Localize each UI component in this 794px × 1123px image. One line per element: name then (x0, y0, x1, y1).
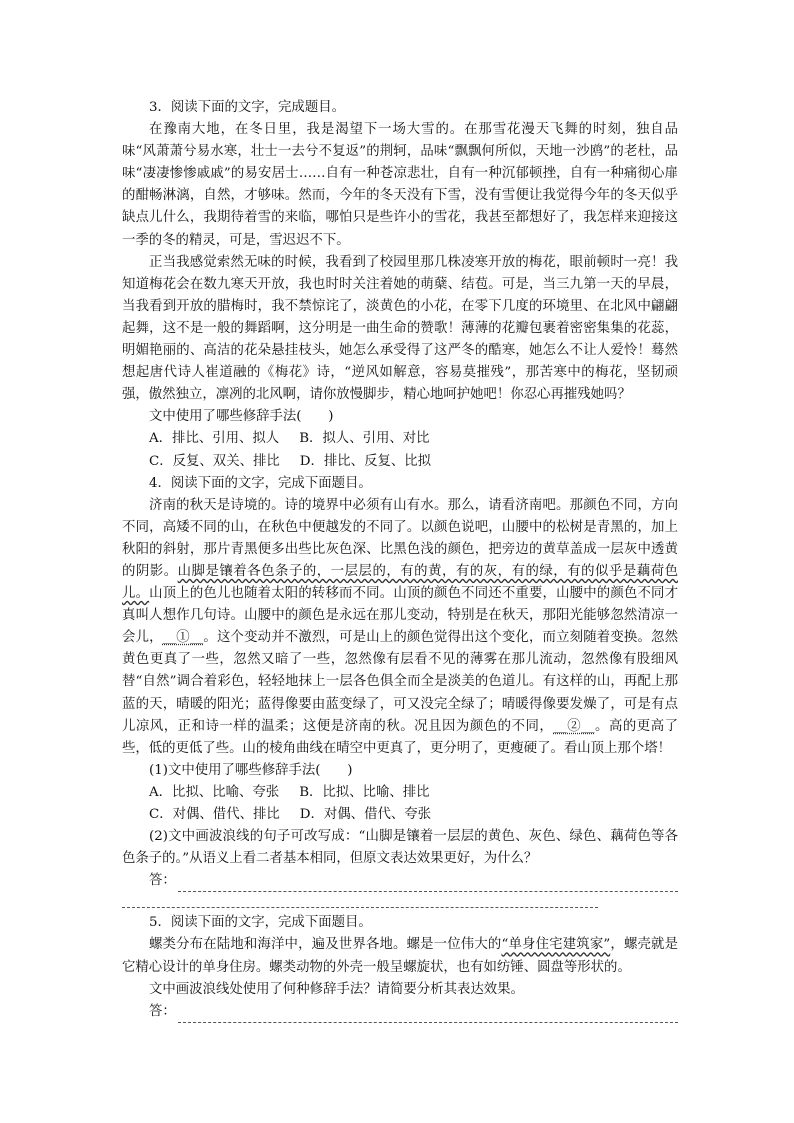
q4-option-d[interactable]: D．对偶、借代、夸张 (299, 807, 432, 822)
q5-passage-part-b: ，螺壳就是它精心设计的单身住房。螺类动物的外壳一般呈螺旋状，也有如纺锤、圆盘等形状的。 (122, 937, 678, 975)
q4-option-c[interactable]: C．对偶、借代、排比 (149, 807, 280, 822)
q5-wavy-phrase: “单身住宅建筑家” (501, 937, 611, 953)
q3-option-b[interactable]: B．拟人、引用、对比 (299, 431, 430, 447)
q3-option-c[interactable]: C．反复、双关、排比 (149, 453, 280, 469)
q4-blank-1: __①__ (162, 630, 204, 646)
q4-options-row-1 (122, 782, 678, 804)
q5-answer-line[interactable] (178, 1008, 678, 1023)
q5-answer-field[interactable] (122, 1001, 678, 1023)
q4-option-a[interactable]: A．比拟、比喻、夸张 (149, 784, 280, 800)
q3-question: 文中使用了哪些修辞手法( ) (149, 409, 334, 425)
q4-passage-part-c: 。这个变动并不激烈，可是山上的颜色觉得出这个变化，而立刻随着变换。忽然黄色更真了一些，忽然又暗了一些，忽然像有层看不见的薄雾在那儿流动，忽然像有股细风替“自然”调合着彩色，轻轻地抹上一层各色俱全而全是淡美的色道儿。有这样的山，再配上那蓝的天，晴暖的阳光；蓝得像要由蓝变绿了，可又没完全绿了；晴暖得像要发燥了，可是有点儿凉风，正和诗一样的温柔；这便是济南的秋。况且因为颜色的不同， (122, 630, 679, 734)
q3-paragraph-1: 在豫南大地，在冬日里，我是渴望下一场大雪的。在那雪花漫天飞舞的时刻，独自品味“风萧萧兮易水寒，壮士一去兮不复返”的荆轲，品味“飘飘何所似，天地一沙鸥”的老杜，品味“凄凄惨惨戚戚”的易安居士……自有一种苍凉悲壮，自有一种沉郁顿挫，自有一种痛彻心扉的酣畅淋漓，自然，才够味。然而，今年的冬天没有下雪，没有雪便让我觉得今年的冬天似乎缺点儿什么，我期待着雪的来临，哪怕只是些许小的雪花，我甚至都想好了，我怎样来迎接这一季的冬的精灵，可是，雪迟迟不下。 (122, 122, 678, 248)
q4-wavy-sentence: 山脚是镶着各色条子的，一层层的，有的黄，有的灰，有的绿，有的似乎是藕荷色儿。 (122, 563, 679, 602)
q4-sub-question-1: (1)文中使用了哪些修辞手法( ) (149, 762, 353, 778)
q5-heading: 5．阅读下面的文字，完成下面题目。 (149, 915, 372, 931)
q3-option-d[interactable]: D．排比、反复、比拟 (299, 453, 432, 469)
q5-passage (122, 934, 678, 978)
q4-passage-part-b: 山顶上的色儿也随着太阳的转移而不同。山顶的颜色不同还不重要，山腰中的颜色不同才真叫人想作几句诗。山腰中的颜色是永远在那儿变动，特别是在秋天，那阳光能够忽然清凉一会儿， (122, 586, 679, 646)
q5-passage-part-a: 螺类分布在陆地和海洋中，遍及世界各地。螺是一位伟大的 (149, 937, 502, 953)
q4-answer-line[interactable] (178, 877, 678, 892)
q4-sub-question-2: (2)文中画波浪线的句子可改写成：“山脚是镶着一层层的黄色、灰色、绿色、藕荷色等各色条子的。”从语义上看二者基本相同，但原文表达效果更好，为什么？ (122, 829, 678, 867)
q4-options-row-2 (122, 804, 678, 826)
q4-passage-part-d: 。高的更高了些，低的更低了些。山的棱角曲线在晴空中更真了，更分明了，更瘦硬了。看山顶上那个塔！ (122, 718, 679, 756)
q4-answer-label: 答： (149, 873, 176, 889)
q3-heading: 3．阅读下面的文字，完成题目。 (149, 100, 345, 115)
q3-paragraph-2: 正当我感觉索然无味的时候，我看到了校园里那几株凌寒开放的梅花，眼前顿时一亮！我知道梅花会在数九寒天开放，我也时时关注着她的萌蘖、结苞。可是，当三九第一天的早晨，当我看到开放的腊梅时，我不禁惊诧了，淡黄色的小花，在零下几度的环境里、在北风中翩翩起舞，这不是一般的舞蹈啊，这分明是一曲生命的赞歌！薄薄的花瓣包裹着密密集集的花蕊，明媚艳丽的、高洁的花朵悬挂枝头，她怎么承受得了这严冬的酷寒，她怎么不让人爱怜！蓦然想起唐代诗人崔道融的《梅花》诗，“逆风如解意，容易莫摧残”，那苦寒中的梅花，坚韧顽强，傲然独立，凛冽的北风啊，请你放慢脚步，精心地呵护她吧！你忍心再摧残她吗？ (122, 254, 678, 403)
q4-option-b[interactable]: B．比拟、比喻、排比 (299, 784, 430, 800)
q5-answer-label: 答： (149, 1003, 176, 1019)
q4-heading: 4．阅读下面的文字，完成下面题目。 (149, 475, 372, 491)
q3-options-row-2 (122, 451, 678, 473)
q4-passage (122, 495, 678, 760)
worksheet-content (122, 97, 678, 1023)
q4-answer-line-2[interactable] (122, 894, 598, 908)
q3-option-a[interactable]: A．排比、引用、拟人 (149, 431, 280, 447)
q3-options-row-1 (122, 428, 678, 450)
q5-question: 文中画波浪线处使用了何种修辞手法？请简要分析其表达效果。 (149, 981, 524, 997)
q4-answer-field[interactable] (122, 870, 678, 892)
q4-blank-2: __②__ (553, 718, 595, 734)
q4-passage-part-a: 济南的秋天是诗境的。诗的境界中必须有山有水。那么，请看济南吧。那颜色不同，方向不同，高矮不同的山，在秋色中便越发的不同了。以颜色说吧，山腰中的松树是青黑的，加上秋阳的斜射，那片青黑便多出些比灰色深、比黑色浅的颜色，把旁边的黄草盖成一层灰中透黄的阴影。 (122, 497, 678, 579)
